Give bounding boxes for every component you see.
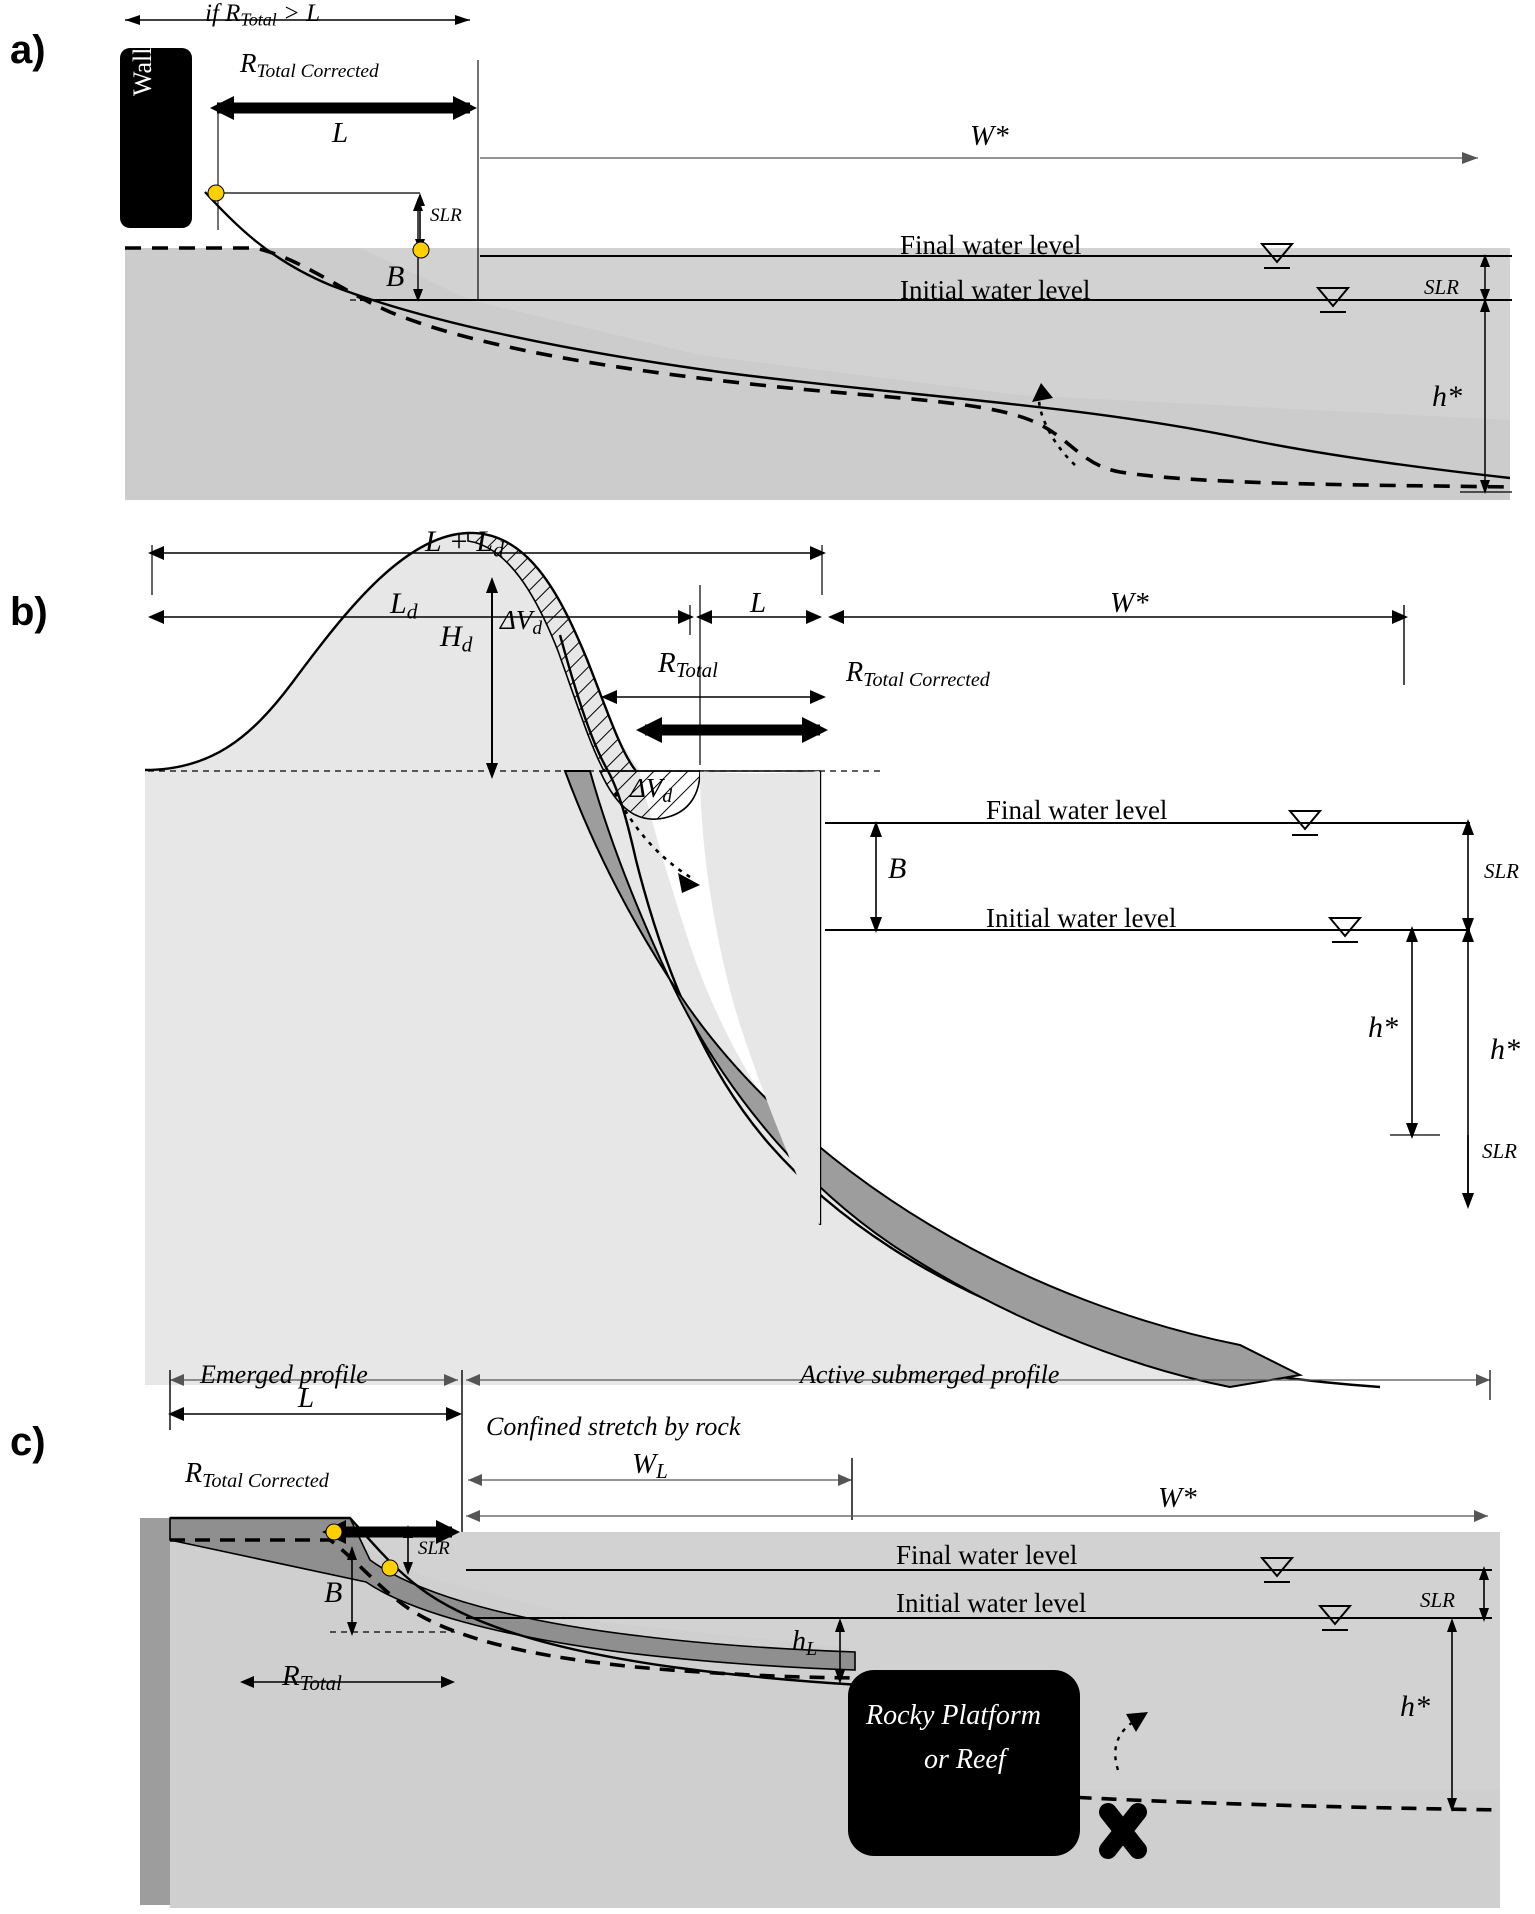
label-slr-top-c: SLR: [418, 1538, 450, 1559]
label-w-star-c: W*: [1158, 1482, 1197, 1514]
label-r-total-corrected-b: $R_{Total Corrected}$: [846, 657, 990, 692]
label-L-c: L: [298, 1382, 315, 1414]
label-h-star-upper-b: h*: [1368, 1011, 1398, 1044]
label-B-b: B: [888, 852, 907, 885]
panel-a-tag: a): [10, 28, 46, 72]
label-r-total-b: $R_{Total}$: [658, 647, 718, 683]
label-WL-c: $W_L$: [632, 1448, 668, 1484]
label-final-water-level-c: Final water level: [896, 1540, 1078, 1570]
panel-c-tag: c): [10, 1420, 46, 1464]
label-emerged-profile-c: Emerged profile: [200, 1360, 368, 1389]
label-slr-right-b: SLR: [1484, 859, 1520, 883]
label-hL-c: $h_L$: [792, 1626, 818, 1661]
label-initial-water-level-a: Initial water level: [900, 275, 1091, 305]
label-L-b: L: [750, 587, 767, 619]
panel-b-tag: b): [10, 590, 48, 634]
label-slr-right-c: SLR: [1420, 1588, 1456, 1612]
panel-b: [0, 525, 1535, 1370]
label-r-total-c: $R_{Total}$: [282, 1660, 342, 1696]
label-slr-lower-b: SLR: [1482, 1139, 1518, 1163]
label-final-water-level-a: Final water level: [900, 230, 1082, 260]
label-B-a: B: [386, 260, 405, 293]
label-h-star-a: h*: [1432, 380, 1462, 413]
label-initial-water-level-b: Initial water level: [986, 903, 1177, 933]
label-L-plus-Ld-b: $L + L_d$: [425, 525, 504, 562]
label-rocky-platform-line2-c: or Reef: [924, 1744, 1006, 1775]
label-initial-water-level-c: Initial water level: [896, 1588, 1087, 1618]
panel-c-graphic: [0, 1360, 1535, 1914]
label-dvd-top-b: $\Delta V_d$: [500, 605, 543, 639]
label-final-water-level-b: Final water level: [986, 795, 1168, 825]
label-B-c: B: [324, 1576, 343, 1609]
label-slr-right-a: SLR: [1424, 275, 1460, 299]
label-confined-stretch-c: Confined stretch by rock: [486, 1412, 741, 1441]
label-L-a: L: [332, 117, 349, 149]
label-h-star-lower-b: h*: [1490, 1033, 1520, 1066]
label-h-star-c: h*: [1400, 1690, 1430, 1723]
label-condition-a: if $R_{Total} > L$: [205, 0, 321, 30]
label-r-total-corrected-a: $R_{Total Corrected}$: [240, 48, 379, 82]
label-wall-a: Wall: [128, 47, 157, 96]
panel-a: [0, 0, 1535, 525]
label-slr-top-a: SLR: [430, 205, 462, 226]
label-rocky-platform-line1-c: Rocky Platform: [866, 1700, 1041, 1731]
panel-c: [0, 1360, 1535, 1914]
label-w-star-b: W*: [1110, 587, 1149, 619]
label-active-submerged-profile-c: Active submerged profile: [800, 1360, 1060, 1389]
label-Ld-b: $L_d$: [390, 587, 418, 624]
panel-b-graphic: [0, 525, 1535, 1370]
label-Hd-b: $H_d$: [440, 620, 473, 657]
panel-a-graphic: [0, 0, 1535, 525]
label-r-total-corrected-c: $R_{Total Corrected}$: [185, 1458, 329, 1493]
label-w-star-a: W*: [970, 120, 1009, 152]
label-dvd-bottom-b: $\Delta V_d$: [630, 773, 673, 807]
